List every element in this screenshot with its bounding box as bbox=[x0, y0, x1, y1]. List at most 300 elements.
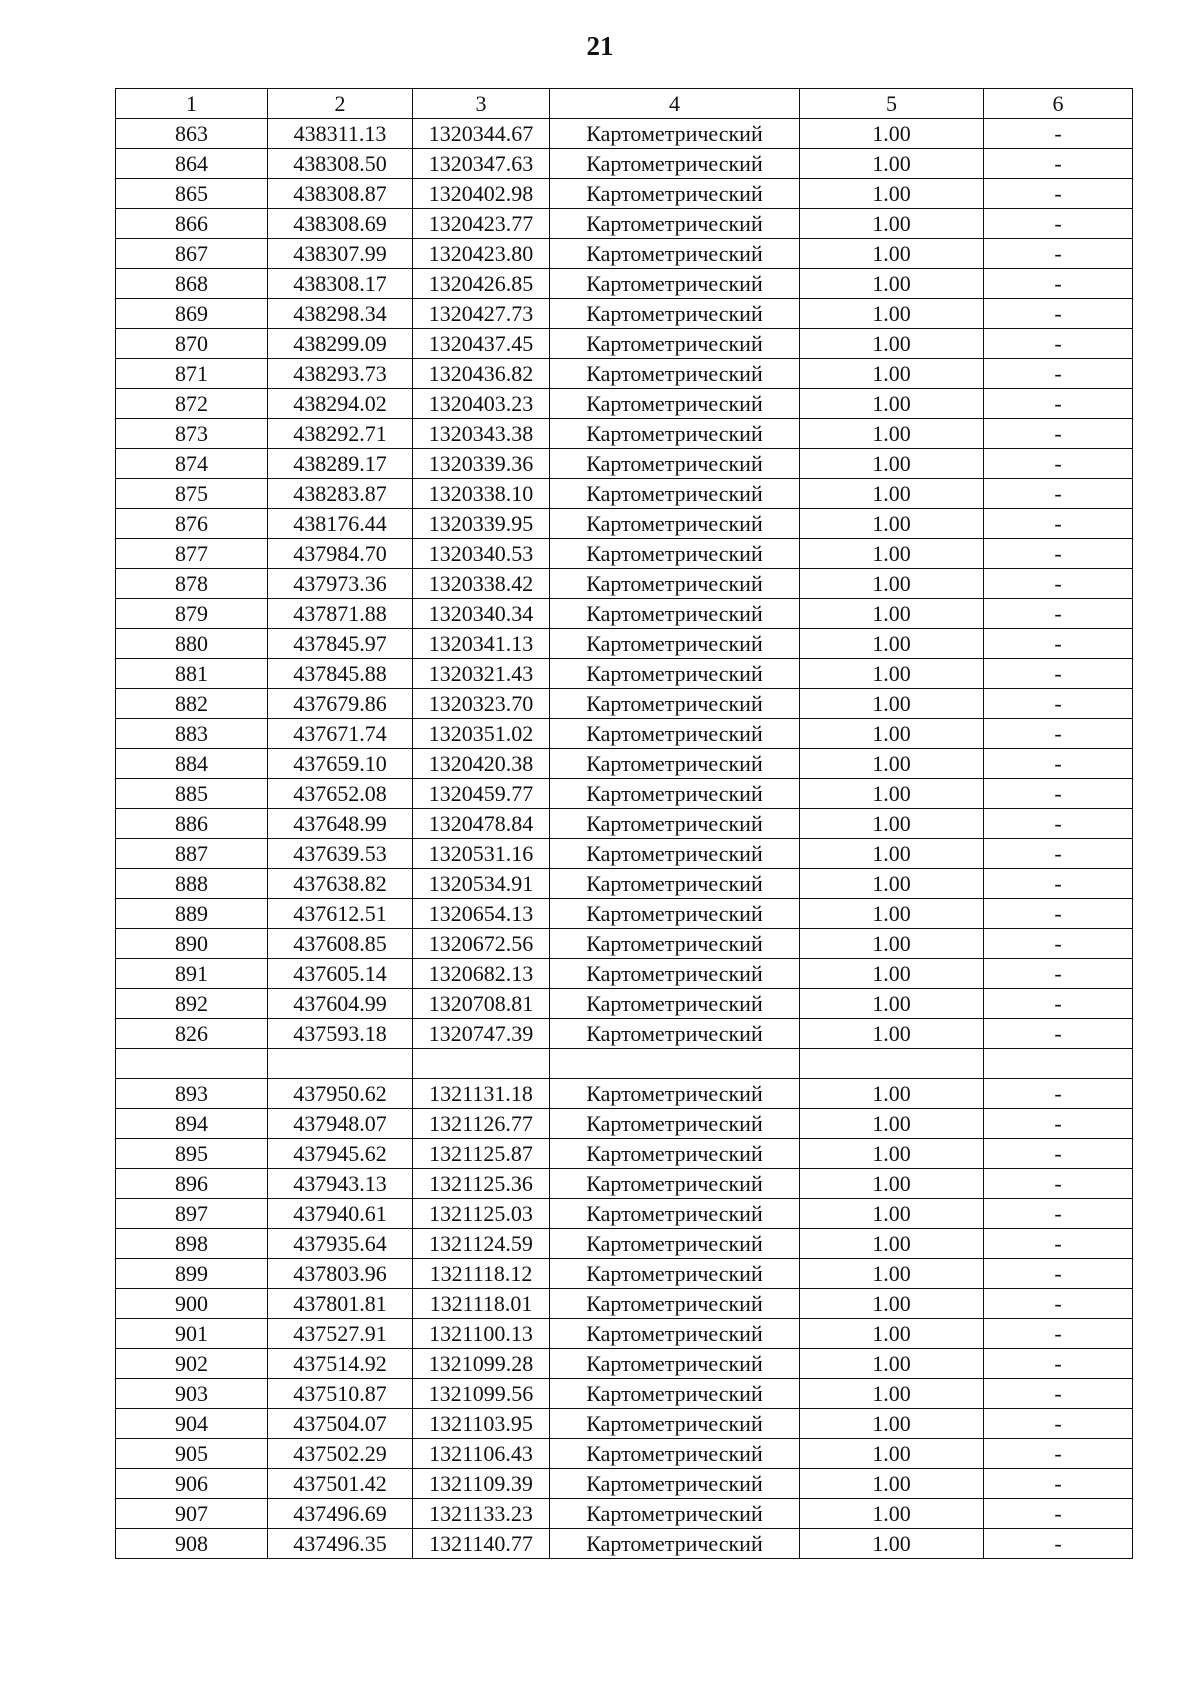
accuracy-cell: 1.00 bbox=[800, 659, 984, 689]
description-cell: - bbox=[984, 599, 1133, 629]
accuracy-cell: 1.00 bbox=[800, 1379, 984, 1409]
method-cell: Картометрический bbox=[550, 629, 800, 659]
x-coordinate-cell: 437948.07 bbox=[268, 1109, 413, 1139]
y-coordinate-cell: 1321106.43 bbox=[413, 1439, 550, 1469]
point-number-cell: 886 bbox=[116, 809, 268, 839]
description-cell: - bbox=[984, 1259, 1133, 1289]
accuracy-cell: 1.00 bbox=[800, 899, 984, 929]
accuracy-cell: 1.00 bbox=[800, 119, 984, 149]
accuracy-cell: 1.00 bbox=[800, 1499, 984, 1529]
accuracy-cell: 1.00 bbox=[800, 749, 984, 779]
accuracy-cell: 1.00 bbox=[800, 779, 984, 809]
description-cell: - bbox=[984, 719, 1133, 749]
y-coordinate-cell: 1321118.12 bbox=[413, 1259, 550, 1289]
description-cell: - bbox=[984, 1019, 1133, 1049]
method-cell: Картометрический bbox=[550, 1139, 800, 1169]
y-coordinate-cell: 1321099.56 bbox=[413, 1379, 550, 1409]
y-coordinate-cell bbox=[413, 1049, 550, 1079]
table-row bbox=[116, 1169, 1133, 1199]
x-coordinate-cell: 437593.18 bbox=[268, 1019, 413, 1049]
point-number-cell: 888 bbox=[116, 869, 268, 899]
point-number-cell: 871 bbox=[116, 359, 268, 389]
accuracy-cell: 1.00 bbox=[800, 569, 984, 599]
method-cell: Картометрический bbox=[550, 1169, 800, 1199]
table-row bbox=[116, 659, 1133, 689]
method-cell: Картометрический bbox=[550, 659, 800, 689]
table-row bbox=[116, 1499, 1133, 1529]
y-coordinate-cell: 1320338.10 bbox=[413, 479, 550, 509]
x-coordinate-cell: 438176.44 bbox=[268, 509, 413, 539]
point-number-cell: 885 bbox=[116, 779, 268, 809]
x-coordinate-cell: 437845.97 bbox=[268, 629, 413, 659]
table-row bbox=[116, 929, 1133, 959]
point-number-cell: 896 bbox=[116, 1169, 268, 1199]
y-coordinate-cell: 1321099.28 bbox=[413, 1349, 550, 1379]
method-cell: Картометрический bbox=[550, 1109, 800, 1139]
method-cell: Картометрический bbox=[550, 1409, 800, 1439]
table-row bbox=[116, 1319, 1133, 1349]
accuracy-cell: 1.00 bbox=[800, 1469, 984, 1499]
accuracy-cell: 1.00 bbox=[800, 1349, 984, 1379]
method-cell: Картометрический bbox=[550, 1439, 800, 1469]
accuracy-cell: 1.00 bbox=[800, 1409, 984, 1439]
y-coordinate-cell: 1321125.36 bbox=[413, 1169, 550, 1199]
table-row bbox=[116, 989, 1133, 1019]
method-cell: Картометрический bbox=[550, 749, 800, 779]
point-number-cell: 868 bbox=[116, 269, 268, 299]
y-coordinate-cell: 1320747.39 bbox=[413, 1019, 550, 1049]
x-coordinate-cell: 437502.29 bbox=[268, 1439, 413, 1469]
table-row bbox=[116, 299, 1133, 329]
y-coordinate-cell: 1320344.67 bbox=[413, 119, 550, 149]
x-coordinate-cell: 437501.42 bbox=[268, 1469, 413, 1499]
x-coordinate-cell: 438298.34 bbox=[268, 299, 413, 329]
y-coordinate-cell: 1321133.23 bbox=[413, 1499, 550, 1529]
x-coordinate-cell: 437652.08 bbox=[268, 779, 413, 809]
x-coordinate-cell: 437659.10 bbox=[268, 749, 413, 779]
method-cell: Картометрический bbox=[550, 779, 800, 809]
method-cell: Картометрический bbox=[550, 1259, 800, 1289]
point-number-cell: 893 bbox=[116, 1079, 268, 1109]
table-row bbox=[116, 809, 1133, 839]
accuracy-cell: 1.00 bbox=[800, 869, 984, 899]
method-cell: Картометрический bbox=[550, 1499, 800, 1529]
table-row bbox=[116, 629, 1133, 659]
table-row bbox=[116, 449, 1133, 479]
point-number-cell: 866 bbox=[116, 209, 268, 239]
description-cell: - bbox=[984, 119, 1133, 149]
description-cell: - bbox=[984, 1319, 1133, 1349]
x-coordinate-cell: 438283.87 bbox=[268, 479, 413, 509]
point-number-cell: 863 bbox=[116, 119, 268, 149]
y-coordinate-cell: 1320531.16 bbox=[413, 839, 550, 869]
accuracy-cell: 1.00 bbox=[800, 1109, 984, 1139]
point-number-cell: 884 bbox=[116, 749, 268, 779]
y-coordinate-cell: 1320708.81 bbox=[413, 989, 550, 1019]
accuracy-cell: 1.00 bbox=[800, 359, 984, 389]
method-cell: Картометрический bbox=[550, 1469, 800, 1499]
description-cell: - bbox=[984, 1229, 1133, 1259]
point-number-cell: 880 bbox=[116, 629, 268, 659]
y-coordinate-cell: 1320341.13 bbox=[413, 629, 550, 659]
table-row bbox=[116, 1409, 1133, 1439]
x-coordinate-cell: 437871.88 bbox=[268, 599, 413, 629]
table-row bbox=[116, 359, 1133, 389]
x-coordinate-cell: 438294.02 bbox=[268, 389, 413, 419]
x-coordinate-cell: 438308.17 bbox=[268, 269, 413, 299]
method-cell: Картометрический bbox=[550, 1529, 800, 1559]
method-cell: Картометрический bbox=[550, 269, 800, 299]
table-row bbox=[116, 149, 1133, 179]
table-row bbox=[116, 119, 1133, 149]
description-cell: - bbox=[984, 809, 1133, 839]
x-coordinate-cell: 437945.62 bbox=[268, 1139, 413, 1169]
accuracy-cell: 1.00 bbox=[800, 989, 984, 1019]
table-row bbox=[116, 569, 1133, 599]
description-cell: - bbox=[984, 1499, 1133, 1529]
x-coordinate-cell: 437671.74 bbox=[268, 719, 413, 749]
page-number: 21 bbox=[586, 31, 614, 61]
accuracy-cell: 1.00 bbox=[800, 1259, 984, 1289]
accuracy-cell: 1.00 bbox=[800, 179, 984, 209]
description-cell: - bbox=[984, 659, 1133, 689]
x-coordinate-cell: 437604.99 bbox=[268, 989, 413, 1019]
description-cell: - bbox=[984, 1379, 1133, 1409]
point-number-cell: 889 bbox=[116, 899, 268, 929]
accuracy-cell: 1.00 bbox=[800, 509, 984, 539]
x-coordinate-cell: 437984.70 bbox=[268, 539, 413, 569]
point-number-cell: 899 bbox=[116, 1259, 268, 1289]
method-cell: Картометрический bbox=[550, 1079, 800, 1109]
method-cell: Картометрический bbox=[550, 929, 800, 959]
y-coordinate-cell: 1321125.03 bbox=[413, 1199, 550, 1229]
method-cell: Картометрический bbox=[550, 239, 800, 269]
x-coordinate-cell: 438308.69 bbox=[268, 209, 413, 239]
y-coordinate-cell: 1321109.39 bbox=[413, 1469, 550, 1499]
y-coordinate-cell: 1321124.59 bbox=[413, 1229, 550, 1259]
method-cell: Картометрический bbox=[550, 689, 800, 719]
description-cell: - bbox=[984, 1439, 1133, 1469]
accuracy-cell: 1.00 bbox=[800, 839, 984, 869]
table-row bbox=[116, 179, 1133, 209]
method-cell: Картометрический bbox=[550, 119, 800, 149]
table-row bbox=[116, 899, 1133, 929]
accuracy-cell: 1.00 bbox=[800, 809, 984, 839]
y-coordinate-cell: 1320427.73 bbox=[413, 299, 550, 329]
description-cell: - bbox=[984, 1289, 1133, 1319]
x-coordinate-cell: 438293.73 bbox=[268, 359, 413, 389]
description-cell: - bbox=[984, 1199, 1133, 1229]
x-coordinate-cell: 438307.99 bbox=[268, 239, 413, 269]
y-coordinate-cell: 1321125.87 bbox=[413, 1139, 550, 1169]
accuracy-cell: 1.00 bbox=[800, 1319, 984, 1349]
y-coordinate-cell: 1320347.63 bbox=[413, 149, 550, 179]
method-cell: Картометрический bbox=[550, 1199, 800, 1229]
method-cell: Картометрический bbox=[550, 569, 800, 599]
x-coordinate-cell: 437496.35 bbox=[268, 1529, 413, 1559]
accuracy-cell: 1.00 bbox=[800, 419, 984, 449]
table-row bbox=[116, 719, 1133, 749]
table-row bbox=[116, 1439, 1133, 1469]
method-cell: Картометрический bbox=[550, 179, 800, 209]
description-cell: - bbox=[984, 299, 1133, 329]
table-row bbox=[116, 509, 1133, 539]
accuracy-cell: 1.00 bbox=[800, 959, 984, 989]
table-row bbox=[116, 419, 1133, 449]
x-coordinate-cell: 437940.61 bbox=[268, 1199, 413, 1229]
description-cell: - bbox=[984, 1349, 1133, 1379]
x-coordinate-cell: 437510.87 bbox=[268, 1379, 413, 1409]
table-row bbox=[116, 1049, 1133, 1079]
point-number-cell: 894 bbox=[116, 1109, 268, 1139]
table-row bbox=[116, 689, 1133, 719]
y-coordinate-cell: 1320672.56 bbox=[413, 929, 550, 959]
point-number-cell: 874 bbox=[116, 449, 268, 479]
y-coordinate-cell: 1321118.01 bbox=[413, 1289, 550, 1319]
description-cell: - bbox=[984, 1109, 1133, 1139]
method-cell: Картометрический bbox=[550, 989, 800, 1019]
x-coordinate-cell: 437514.92 bbox=[268, 1349, 413, 1379]
method-cell: Картометрический bbox=[550, 1319, 800, 1349]
column-header: 6 bbox=[984, 89, 1133, 119]
point-number-cell: 879 bbox=[116, 599, 268, 629]
table-row bbox=[116, 1349, 1133, 1379]
column-header: 1 bbox=[116, 89, 268, 119]
point-number-cell: 900 bbox=[116, 1289, 268, 1319]
table-row bbox=[116, 329, 1133, 359]
x-coordinate-cell: 437679.86 bbox=[268, 689, 413, 719]
point-number-cell: 907 bbox=[116, 1499, 268, 1529]
y-coordinate-cell: 1320339.36 bbox=[413, 449, 550, 479]
x-coordinate-cell: 437801.81 bbox=[268, 1289, 413, 1319]
x-coordinate-cell: 437950.62 bbox=[268, 1079, 413, 1109]
x-coordinate-cell: 438308.87 bbox=[268, 179, 413, 209]
table-row bbox=[116, 539, 1133, 569]
y-coordinate-cell: 1321103.95 bbox=[413, 1409, 550, 1439]
description-cell: - bbox=[984, 749, 1133, 779]
method-cell: Картометрический bbox=[550, 479, 800, 509]
y-coordinate-cell: 1320654.13 bbox=[413, 899, 550, 929]
method-cell: Картометрический bbox=[550, 509, 800, 539]
accuracy-cell: 1.00 bbox=[800, 1529, 984, 1559]
description-cell bbox=[984, 1049, 1133, 1079]
table-row bbox=[116, 389, 1133, 419]
point-number-cell: 892 bbox=[116, 989, 268, 1019]
x-coordinate-cell: 437935.64 bbox=[268, 1229, 413, 1259]
point-number-cell: 883 bbox=[116, 719, 268, 749]
description-cell: - bbox=[984, 1139, 1133, 1169]
x-coordinate-cell: 438308.50 bbox=[268, 149, 413, 179]
method-cell: Картометрический bbox=[550, 869, 800, 899]
y-coordinate-cell: 1320459.77 bbox=[413, 779, 550, 809]
accuracy-cell: 1.00 bbox=[800, 1439, 984, 1469]
accuracy-cell: 1.00 bbox=[800, 689, 984, 719]
y-coordinate-cell: 1320339.95 bbox=[413, 509, 550, 539]
point-number-cell: 876 bbox=[116, 509, 268, 539]
table-row bbox=[116, 1079, 1133, 1109]
y-coordinate-cell: 1320426.85 bbox=[413, 269, 550, 299]
accuracy-cell: 1.00 bbox=[800, 719, 984, 749]
y-coordinate-cell: 1320338.42 bbox=[413, 569, 550, 599]
point-number-cell: 891 bbox=[116, 959, 268, 989]
table-row bbox=[116, 1019, 1133, 1049]
point-number-cell: 869 bbox=[116, 299, 268, 329]
point-number-cell: 826 bbox=[116, 1019, 268, 1049]
accuracy-cell: 1.00 bbox=[800, 239, 984, 269]
accuracy-cell: 1.00 bbox=[800, 449, 984, 479]
point-number-cell: 902 bbox=[116, 1349, 268, 1379]
method-cell: Картометрический bbox=[550, 539, 800, 569]
table-row bbox=[116, 1289, 1133, 1319]
description-cell: - bbox=[984, 1469, 1133, 1499]
point-number-cell: 872 bbox=[116, 389, 268, 419]
y-coordinate-cell: 1321100.13 bbox=[413, 1319, 550, 1349]
x-coordinate-cell: 437973.36 bbox=[268, 569, 413, 599]
point-number-cell: 904 bbox=[116, 1409, 268, 1439]
y-coordinate-cell: 1320403.23 bbox=[413, 389, 550, 419]
point-number-cell: 873 bbox=[116, 419, 268, 449]
description-cell: - bbox=[984, 569, 1133, 599]
method-cell: Картометрический bbox=[550, 1289, 800, 1319]
y-coordinate-cell: 1320402.98 bbox=[413, 179, 550, 209]
method-cell: Картометрический bbox=[550, 839, 800, 869]
description-cell: - bbox=[984, 1529, 1133, 1559]
accuracy-cell: 1.00 bbox=[800, 1289, 984, 1319]
x-coordinate-cell bbox=[268, 1049, 413, 1079]
description-cell: - bbox=[984, 1079, 1133, 1109]
method-cell: Картометрический bbox=[550, 1349, 800, 1379]
description-cell: - bbox=[984, 899, 1133, 929]
column-header: 5 bbox=[800, 89, 984, 119]
coordinates-table bbox=[115, 88, 1133, 1559]
table-row bbox=[116, 239, 1133, 269]
accuracy-cell: 1.00 bbox=[800, 929, 984, 959]
method-cell: Картометрический bbox=[550, 449, 800, 479]
method-cell: Картометрический bbox=[550, 959, 800, 989]
method-cell: Картометрический bbox=[550, 1019, 800, 1049]
method-cell: Картометрический bbox=[550, 599, 800, 629]
method-cell: Картометрический bbox=[550, 419, 800, 449]
description-cell: - bbox=[984, 239, 1133, 269]
y-coordinate-cell: 1320682.13 bbox=[413, 959, 550, 989]
description-cell: - bbox=[984, 869, 1133, 899]
x-coordinate-cell: 437639.53 bbox=[268, 839, 413, 869]
accuracy-cell: 1.00 bbox=[800, 329, 984, 359]
y-coordinate-cell: 1320420.38 bbox=[413, 749, 550, 779]
accuracy-cell: 1.00 bbox=[800, 539, 984, 569]
column-header: 3 bbox=[413, 89, 550, 119]
description-cell: - bbox=[984, 269, 1133, 299]
description-cell: - bbox=[984, 929, 1133, 959]
table-row bbox=[116, 209, 1133, 239]
x-coordinate-cell: 437648.99 bbox=[268, 809, 413, 839]
point-number-cell: 881 bbox=[116, 659, 268, 689]
x-coordinate-cell: 438311.13 bbox=[268, 119, 413, 149]
description-cell: - bbox=[984, 629, 1133, 659]
description-cell: - bbox=[984, 509, 1133, 539]
table-row bbox=[116, 479, 1133, 509]
description-cell: - bbox=[984, 1409, 1133, 1439]
y-coordinate-cell: 1320437.45 bbox=[413, 329, 550, 359]
x-coordinate-cell: 437943.13 bbox=[268, 1169, 413, 1199]
accuracy-cell: 1.00 bbox=[800, 269, 984, 299]
y-coordinate-cell: 1320340.34 bbox=[413, 599, 550, 629]
method-cell: Картометрический bbox=[550, 809, 800, 839]
x-coordinate-cell: 437638.82 bbox=[268, 869, 413, 899]
method-cell: Картометрический bbox=[550, 329, 800, 359]
accuracy-cell: 1.00 bbox=[800, 479, 984, 509]
point-number-cell: 906 bbox=[116, 1469, 268, 1499]
y-coordinate-cell: 1320436.82 bbox=[413, 359, 550, 389]
x-coordinate-cell: 438292.71 bbox=[268, 419, 413, 449]
y-coordinate-cell: 1320323.70 bbox=[413, 689, 550, 719]
method-cell: Картометрический bbox=[550, 1229, 800, 1259]
y-coordinate-cell: 1320478.84 bbox=[413, 809, 550, 839]
point-number-cell: 903 bbox=[116, 1379, 268, 1409]
accuracy-cell: 1.00 bbox=[800, 1139, 984, 1169]
point-number-cell: 897 bbox=[116, 1199, 268, 1229]
y-coordinate-cell: 1320534.91 bbox=[413, 869, 550, 899]
description-cell: - bbox=[984, 479, 1133, 509]
method-cell: Картометрический bbox=[550, 389, 800, 419]
method-cell: Картометрический bbox=[550, 1379, 800, 1409]
point-number-cell: 908 bbox=[116, 1529, 268, 1559]
point-number-cell: 864 bbox=[116, 149, 268, 179]
table-row bbox=[116, 599, 1133, 629]
point-number-cell: 865 bbox=[116, 179, 268, 209]
accuracy-cell: 1.00 bbox=[800, 209, 984, 239]
y-coordinate-cell: 1320423.80 bbox=[413, 239, 550, 269]
y-coordinate-cell: 1320340.53 bbox=[413, 539, 550, 569]
point-number-cell: 875 bbox=[116, 479, 268, 509]
method-cell: Картометрический bbox=[550, 359, 800, 389]
y-coordinate-cell: 1321131.18 bbox=[413, 1079, 550, 1109]
description-cell: - bbox=[984, 359, 1133, 389]
y-coordinate-cell: 1320321.43 bbox=[413, 659, 550, 689]
table-row bbox=[116, 779, 1133, 809]
table-header-row bbox=[116, 89, 1133, 119]
point-number-cell: 890 bbox=[116, 929, 268, 959]
y-coordinate-cell: 1321126.77 bbox=[413, 1109, 550, 1139]
description-cell: - bbox=[984, 329, 1133, 359]
accuracy-cell: 1.00 bbox=[800, 629, 984, 659]
table-row bbox=[116, 1229, 1133, 1259]
table-row bbox=[116, 269, 1133, 299]
x-coordinate-cell: 438299.09 bbox=[268, 329, 413, 359]
method-cell: Картометрический bbox=[550, 299, 800, 329]
accuracy-cell: 1.00 bbox=[800, 1079, 984, 1109]
table-row bbox=[116, 1109, 1133, 1139]
accuracy-cell: 1.00 bbox=[800, 1229, 984, 1259]
table-row bbox=[116, 749, 1133, 779]
x-coordinate-cell: 437845.88 bbox=[268, 659, 413, 689]
point-number-cell bbox=[116, 1049, 268, 1079]
description-cell: - bbox=[984, 839, 1133, 869]
point-number-cell: 870 bbox=[116, 329, 268, 359]
table-row bbox=[116, 1259, 1133, 1289]
description-cell: - bbox=[984, 209, 1133, 239]
method-cell: Картометрический bbox=[550, 149, 800, 179]
table-row bbox=[116, 839, 1133, 869]
description-cell: - bbox=[984, 149, 1133, 179]
accuracy-cell: 1.00 bbox=[800, 599, 984, 629]
description-cell: - bbox=[984, 389, 1133, 419]
y-coordinate-cell: 1320423.77 bbox=[413, 209, 550, 239]
description-cell: - bbox=[984, 959, 1133, 989]
description-cell: - bbox=[984, 539, 1133, 569]
point-number-cell: 905 bbox=[116, 1439, 268, 1469]
accuracy-cell: 1.00 bbox=[800, 149, 984, 179]
